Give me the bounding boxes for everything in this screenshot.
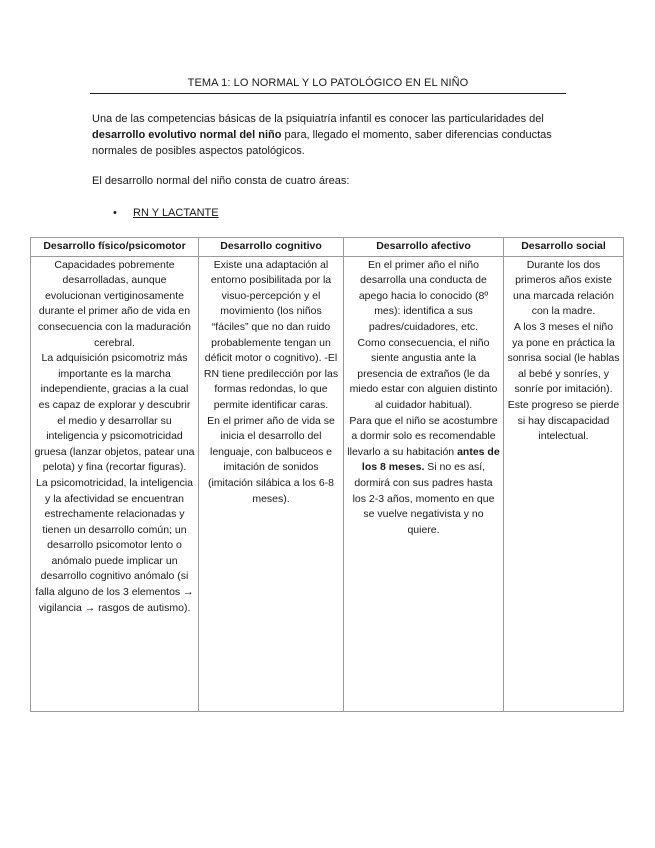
afectivo-bold-text: antes de los 8 meses. — [361, 445, 500, 474]
cognitivo-paragraph-1: Existe una adaptación al entorno posibilitada por la visuo-percepción y el movimiento (los niños “fáciles” que no dan ruido probablemente tengan un déficit motor o cognitivo). -El RN tiene predilección por las formas redondas, lo que permite identificar caras. — [203, 258, 339, 411]
table-row — [31, 256, 624, 711]
fisico-paragraph-3: La psicomotricidad, la inteligencia y la afectividad se encuentran estrechamente relacionadas y tienen un desarrollo común; un desarrollo psicomotor lento o anómalo puede implicar un desarrollo cognitivo anómalo (si falla alguno de los 3 elementos → vigilancia → rasgos de autismo). — [35, 476, 194, 614]
header-cognitivo: Desarrollo cognitivo — [199, 238, 344, 257]
header-fisico: Desarrollo físico/psicomotor — [31, 238, 199, 257]
fisico-paragraph-2: La adquisición psicomotriz más importante es la marcha independiente, gracias a la cual es capaz de explorar y descubrir el medio y desarrollar su inteligencia y psicomotricidad gruesa (lanzar objetos, patear una pelota) y fina (recortar figuras). — [34, 352, 195, 474]
title-underline — [90, 93, 566, 94]
areas-intro: El desarrollo normal del niño consta de cuatro áreas: — [92, 175, 350, 187]
table-header-row — [31, 238, 624, 257]
intro-paragraph — [92, 111, 562, 159]
social-paragraph-1: Durante los dos primeros años existe una marcada relación con la madre. — [513, 258, 614, 318]
intro-bold-text: desarrollo evolutivo normal del niño — [92, 129, 282, 141]
bullet-label: RN Y LACTANTE — [133, 207, 219, 219]
document-title: TEMA 1: LO NORMAL Y LO PATOLÓGICO EN EL NIÑO — [187, 77, 469, 89]
cell-fisico — [31, 256, 199, 711]
cell-afectivo — [344, 256, 504, 711]
development-table — [30, 237, 624, 712]
fisico-paragraph-1: Capacidades pobremente desarrolladas, aunque evolucionan vertiginosamente durante el primer año de vida en consecuencia con la maduración cerebral. — [38, 258, 191, 349]
intro-text-1: Una de las competencias básicas de la psiquiatría infantil es conocer las particularidades del — [92, 113, 544, 125]
cell-cognitivo — [199, 256, 344, 711]
header-afectivo: Desarrollo afectivo — [344, 238, 504, 257]
intro-text-2: para, llegado el momento, saber diferencias conductas normales de posibles aspectos patológicos. — [92, 129, 552, 157]
bullet-item-rn — [113, 205, 219, 221]
afectivo-paragraph-3 — [347, 414, 500, 539]
cell-social — [504, 256, 624, 711]
afectivo-text-3c: Si no es así, dormirá con sus padres hasta los 2-3 años, momento en que se vuelve negativista y no quiere. — [352, 461, 495, 536]
social-paragraph-2: A los 3 meses el niño ya pone en práctica la sonrisa social (le hablas al bebé y sonríes, y sonríe por imitación). Este progreso se pierde si hay discapacidad intelectual. — [507, 320, 620, 443]
cognitivo-paragraph-2: En el primer año de vida se inicia el desarrollo del lenguaje, con balbuceos e imitación de sonidos (imitación silábica a los 6-8 meses). — [207, 414, 335, 505]
afectivo-paragraph-1: En el primer año el niño desarrolla una conducta de apego hacia lo conocido (8º mes): identifica a sus padres/cuidadores, etc. — [358, 258, 489, 333]
afectivo-paragraph-2: Como consecuencia, el niño siente angustia ante la presencia de extraños (le da miedo estar con alguien distinto al cuidador habitual). — [349, 336, 498, 411]
bullet-icon: • — [113, 207, 117, 219]
afectivo-text-3a: Para que el niño se acostumbre a dormir solo es recomendable llevarlo a su habitación — [347, 414, 498, 458]
header-social: Desarrollo social — [504, 238, 624, 257]
